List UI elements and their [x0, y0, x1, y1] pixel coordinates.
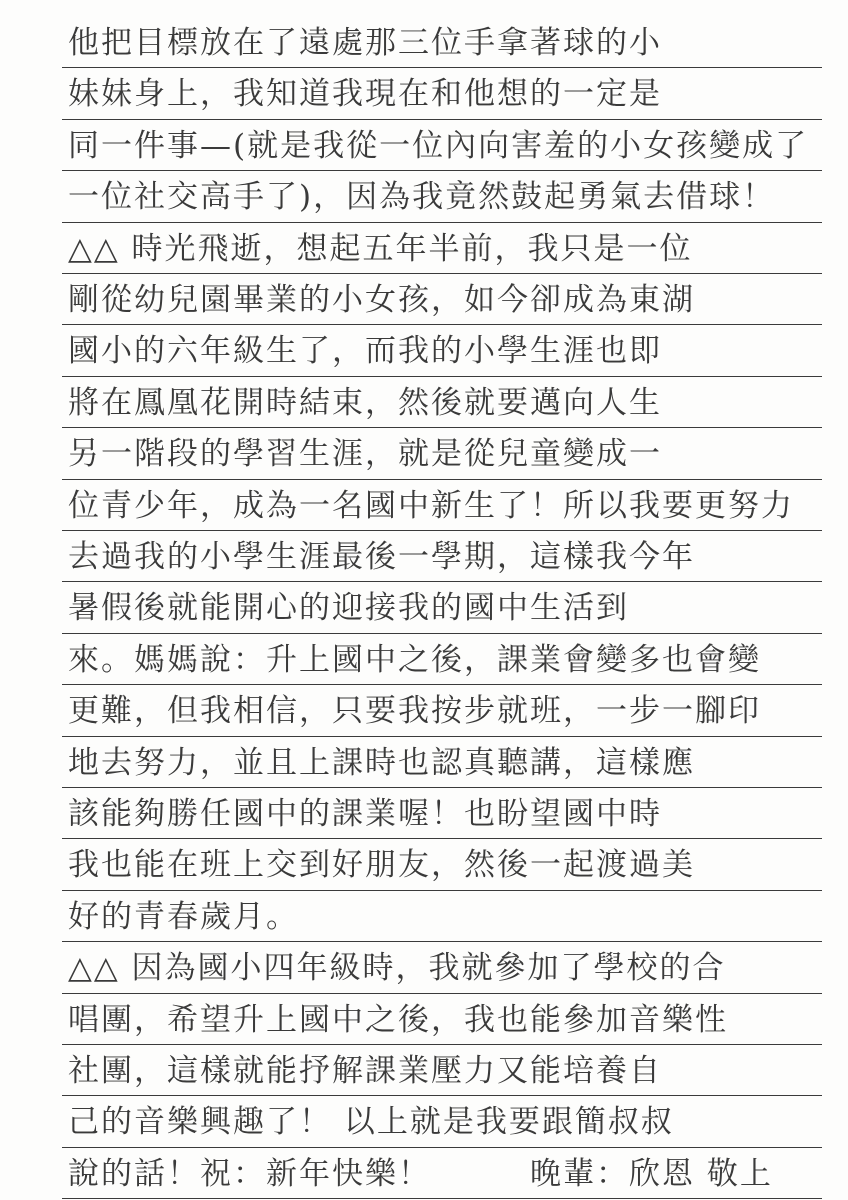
text-line: 地去努力，並且上課時也認真聽講，這樣應 — [68, 744, 695, 781]
text-line: 一位社交高手了)，因為我竟然鼓起勇氣去借球！ — [68, 179, 776, 216]
text-line: 國小的六年級生了，而我的小學生涯也即 — [68, 333, 662, 370]
text-line: 同一件事—(就是我從一位內向害羞的小女孩變成了 — [68, 127, 809, 164]
text-line: 位青少年，成為一名國中新生了！所以我要更努力 — [68, 487, 794, 524]
text-line: 妹妹身上，我知道我現在和他想的一定是 — [68, 76, 662, 113]
text-line: 我也能在班上交到好朋友，然後一起渡過美 — [68, 847, 695, 884]
text-line: 該能夠勝任國中的課業喔！也盼望國中時 — [68, 796, 662, 832]
text-line: 去過我的小學生涯最後一學期，這樣我今年 — [68, 539, 695, 575]
text-line: 說的話！祝：新年快樂！ 晚輩：欣恩 敬上 — [68, 1155, 773, 1192]
text-line: 另一階段的學習生涯，就是從兒童變成一 — [68, 436, 662, 473]
text-line: 將在鳳凰花開時結束，然後就要邁向人生 — [68, 384, 662, 421]
text-line: 來。媽媽說：升上國中之後，課業會變多也會變 — [68, 641, 761, 678]
text-line: 社團，這樣就能抒解課業壓力又能培養自 — [68, 1053, 662, 1089]
text-line: 剛從幼兒園畢業的小女孩，如今卻成為東湖 — [68, 282, 695, 318]
text-line: 更難，但我相信，只要我按步就班，一步一腳印 — [68, 693, 761, 730]
text-line: 他把目標放在了遠處那三位手拿著球的小 — [68, 25, 662, 61]
text-line: 暑假後就能開心的迎接我的國中生活到 — [68, 590, 629, 627]
text-line: 己的音樂興趣了！ 以上就是我要跟簡叔叔 — [68, 1104, 674, 1141]
text-line: 唱團，希望升上國中之後，我也能參加音樂性 — [68, 1001, 728, 1038]
letter-text — [62, 0, 822, 1200]
text-line: △△ 因為國小四年級時，我就參加了學校的合 — [68, 950, 726, 987]
text-line: 好的青春歲月。 — [68, 898, 299, 935]
text-line: △△ 時光飛逝，想起五年半前，我只是一位 — [68, 230, 693, 267]
